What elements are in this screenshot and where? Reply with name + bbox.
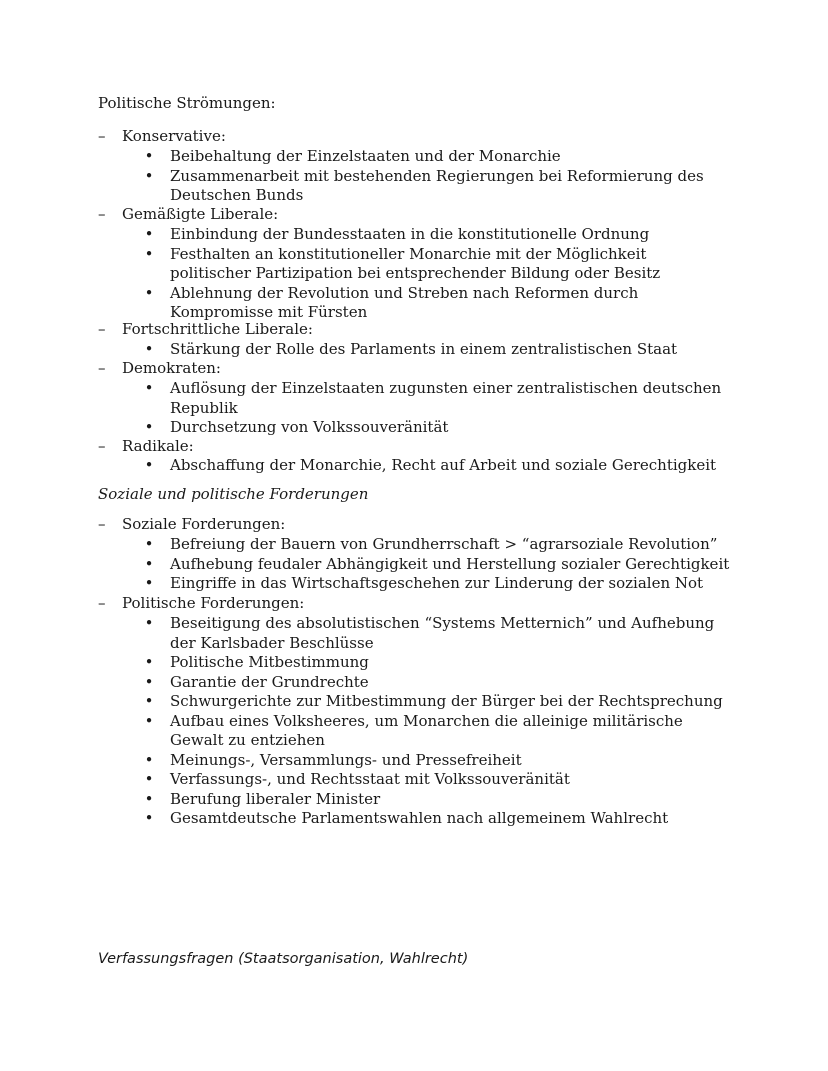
list-item (142, 574, 732, 594)
dash-marker: – (98, 594, 106, 612)
list-item (142, 340, 732, 360)
list-item (142, 653, 732, 673)
dash-marker: – (98, 515, 106, 533)
list-item-text: Beibehaltung der Einzelstaaten und der Monarchie (170, 147, 561, 165)
bullet-icon: • (144, 653, 154, 671)
list-item (142, 245, 732, 284)
list-item (142, 770, 732, 790)
list-item-text: Garantie der Grundrechte (170, 672, 369, 691)
list-item-text: Gesamtdeutsche Parlamentswahlen nach allgemeinem Wahlrecht (170, 809, 669, 827)
bullet-icon: • (144, 244, 154, 263)
list-item-text: Berufung liberaler Minister (170, 789, 381, 808)
bullet-icon: • (144, 225, 154, 243)
section-label: Konservative: (122, 127, 226, 145)
list-gemaessigte-liberale (142, 225, 732, 323)
list-item-text: Schwurgerichte zur Mitbestimmung der Bürger bei der Rechtsprechung (170, 692, 723, 710)
dash-marker: – (98, 359, 106, 377)
list-item-text: Stärkung der Rolle des Parlaments in einem zentralistischen Staat (170, 340, 678, 358)
list-demokraten (142, 379, 732, 438)
bullet-icon: • (144, 554, 154, 573)
list-item-text: Aufbau eines Volksheeres, um Monarchen die alleinige militärische Gewalt zu entziehen (170, 711, 683, 749)
bullet-icon: • (144, 166, 154, 185)
dash-marker: – (98, 320, 106, 338)
section-label: Gemäßigte Liberale: (122, 205, 279, 223)
list-item (142, 535, 732, 555)
list-item-text: Beseitigung des absolutistischen “Systems Metternich” und Aufhebung der Karlsbader Beschlüsse (170, 614, 715, 652)
list-soziale-forderungen (142, 535, 732, 594)
bullet-icon: • (144, 535, 154, 553)
bullet-icon: • (144, 283, 154, 302)
bullet-icon: • (144, 672, 154, 691)
list-item (142, 418, 732, 438)
list-item (142, 379, 732, 418)
list-item (142, 614, 732, 653)
section-label: Demokraten: (122, 359, 221, 377)
list-item-text: Abschaffung der Monarchie, Recht auf Arbeit und soziale Gerechtigkeit (170, 456, 717, 474)
list-politische-forderungen (142, 614, 732, 829)
list-item (142, 751, 732, 771)
heading-verfassungsfragen: Verfassungsfragen (Staatsorganisation, Wahlrecht) (98, 951, 469, 967)
list-item-text: Durchsetzung von Volkssouveränität (170, 418, 449, 436)
bullet-icon: • (144, 418, 154, 436)
heading-politische-stroemungen: Politische Strömungen: (98, 94, 276, 112)
bullet-icon: • (144, 340, 154, 358)
list-radikale (142, 456, 732, 476)
bullet-icon: • (144, 614, 154, 632)
list-item (142, 790, 732, 810)
section-label: Soziale Forderungen: (122, 515, 286, 533)
list-item-text: Meinungs-, Versammlungs- und Pressefreiheit (170, 750, 522, 769)
section-label: Politische Forderungen: (122, 594, 305, 612)
list-item-text: Politische Mitbestimmung (170, 653, 369, 671)
list-item (142, 673, 732, 693)
list-item (142, 225, 732, 245)
bullet-icon: • (144, 574, 154, 592)
dash-marker: – (98, 437, 106, 455)
bullet-icon: • (144, 711, 154, 730)
list-item-text: Auflösung der Einzelstaaten zugunsten einer zentralistischen deutschen Republik (170, 379, 722, 417)
heading-soziale-politische-forderungen: Soziale und politische Forderungen (98, 485, 369, 503)
list-item-text: Festhalten an konstitutioneller Monarchie mit der Möglichkeit politischer Partizipation bei entsprechender Bildung oder Besitz (170, 244, 661, 282)
bullet-icon: • (144, 789, 154, 808)
list-item-text: Ablehnung der Revolution und Streben nach Reformen durch Kompromisse mit Fürsten (170, 283, 639, 321)
bullet-icon: • (144, 809, 154, 827)
list-konservative (142, 147, 732, 206)
list-item-text: Befreiung der Bauern von Grundherrschaft > “agrarsoziale Revolution” (170, 535, 718, 553)
bullet-icon: • (144, 147, 154, 165)
bullet-icon: • (144, 770, 154, 788)
dash-marker: – (98, 205, 106, 223)
list-item (142, 809, 732, 829)
bullet-icon: • (144, 456, 154, 474)
list-item (142, 167, 732, 206)
bullet-icon: • (144, 750, 154, 769)
list-item-text: Einbindung der Bundesstaaten in die konstitutionelle Ordnung (170, 225, 650, 243)
bullet-icon: • (144, 692, 154, 710)
list-item-text: Zusammenarbeit mit bestehenden Regierungen bei Reformierung des Deutschen Bunds (170, 166, 704, 204)
list-item (142, 692, 732, 712)
section-label: Fortschrittliche Liberale: (122, 320, 313, 338)
list-fortschrittliche-liberale (142, 340, 732, 360)
list-item (142, 456, 732, 476)
list-item (142, 712, 732, 751)
dash-marker: – (98, 127, 106, 145)
section-label: Radikale: (122, 437, 194, 455)
list-item-text: Eingriffe in das Wirtschaftsgeschehen zur Linderung der sozialen Not (170, 574, 704, 592)
list-item-text: Aufhebung feudaler Abhängigkeit und Herstellung sozialer Gerechtigkeit (170, 554, 730, 573)
list-item-text: Verfassungs-, und Rechtsstaat mit Volkssouveränität (170, 770, 570, 788)
bullet-icon: • (144, 379, 154, 397)
list-item (142, 555, 732, 575)
list-item (142, 147, 732, 167)
list-item (142, 284, 732, 323)
